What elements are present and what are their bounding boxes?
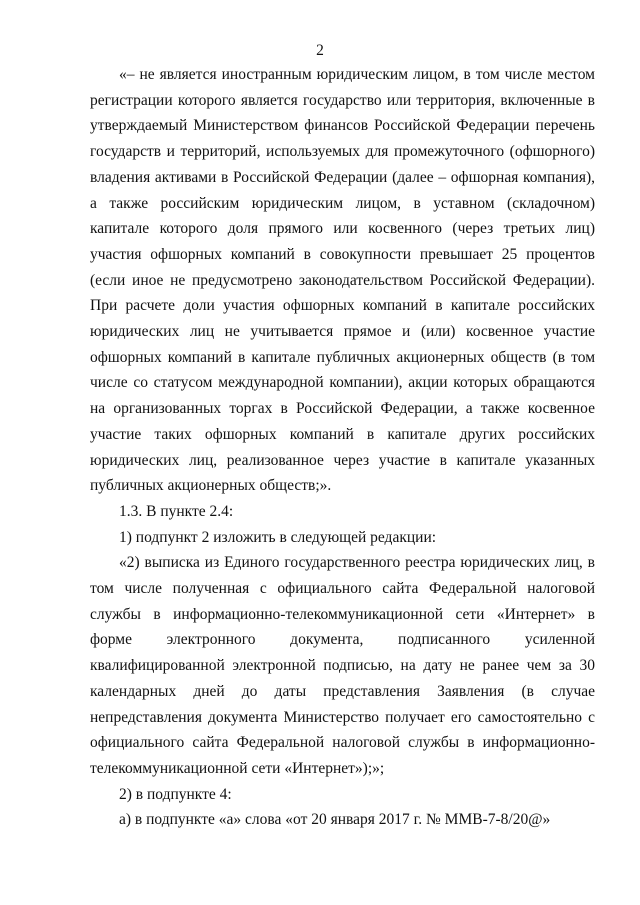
- paragraph-subclause-1: 1) подпункт 2 изложить в следующей редакции:: [119, 528, 437, 546]
- paragraph-egrul-extract: «2) выписка из Единого государственного реестра юридических лиц, в том числе полученная с официального сайта Федеральной налоговой службы в информационно-телекоммуникационной сети «Интернет» в форме электронного документа, подписанного усиленной квалифицированной электронной подписью, на дату не ранее чем за 30 календарных дней до даты представления Заявления (в случае непредставления документа Министерство получает его самостоятельно с официального сайта Федеральной налоговой службы в информационно-телекоммуникационной сети «Интернет»);»;: [90, 554, 595, 777]
- paragraph-subclause-2: 2) в подпункте 4:: [119, 785, 232, 803]
- paragraph-offshore-company: «– не является иностранным юридическим лицом, в том числе местом регистрации которого является государство или территория, включенные в утверждаемый Министерством финансов Российской Федерации перечень государств и территорий, используемых для промежуточного (офшорного) владения активами в Российской Федерации (далее – офшорная компания), а также российским юридическим лицом, в уставном (складочном) капитале которого доля прямого или косвенного (через третьих лиц) участия офшорных компаний в совокупности превышает 25 процентов (если иное не предусмотрено законодательством Российской Федерации). При расчете доли участия офшорных компаний в капитале российских юридических лиц не учитывается прямое и (или) косвенное участие офшорных компаний в капитале публичных акционерных обществ (в том числе со статусом международной компании), акции которых обращаются на организованных торгах в Российской Федерации, а также косвенное участие таких офшорных компаний в капитале других российских юридических лиц, реализованное через участие в капитале указанных публичных акционерных обществ;».: [90, 66, 595, 495]
- document-body: [90, 62, 595, 833]
- paragraph-subclause-a: а) в подпункте «а» слова «от 20 января 2017 г. № ММВ-7-8/20@»: [119, 811, 551, 829]
- paragraph-clause-1-3: 1.3. В пункте 2.4:: [119, 502, 234, 520]
- page-number: 2: [316, 42, 324, 59]
